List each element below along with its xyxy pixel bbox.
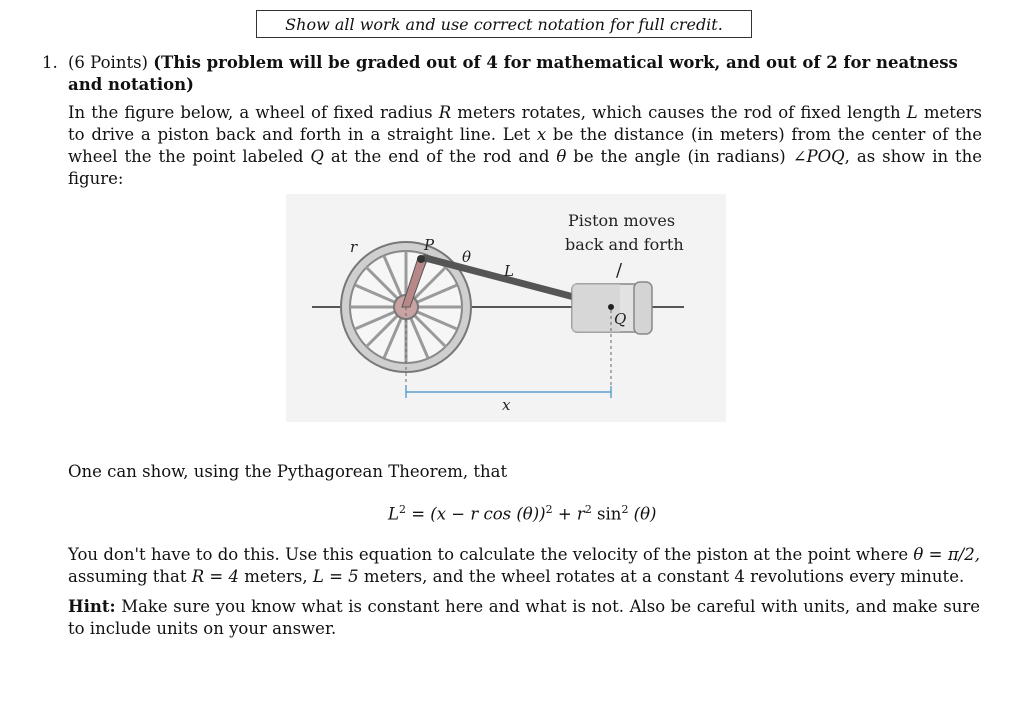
task-paragraph: [68, 544, 980, 588]
task-text: meters,: [244, 567, 308, 586]
hint-paragraph: [68, 596, 980, 640]
intro-text: meters rotates, which causes the rod of fixed length: [457, 103, 901, 122]
piston-cap: [634, 282, 652, 334]
eq-end: (θ): [628, 504, 657, 524]
label-Q: Q: [614, 310, 627, 328]
var-Q: Q: [310, 147, 324, 166]
wheel-piston-figure: [286, 194, 726, 422]
intro-text: In the figure below, a wheel of fixed radius: [68, 103, 433, 122]
task-L-value: L = 5: [312, 567, 359, 586]
var-theta: θ: [556, 147, 567, 166]
label-r: r: [350, 238, 358, 256]
eq-exp: 2: [621, 503, 629, 516]
eq-exp: 2: [398, 503, 406, 516]
instruction-banner: Show all work and use correct notation for full credit.: [256, 10, 752, 38]
task-condition: θ = π/2,: [913, 545, 980, 564]
problem-header: [68, 52, 982, 96]
task-R-value: R = 4: [191, 567, 239, 586]
label-piston-line1: Piston moves: [568, 211, 676, 230]
intro-text: be the distance (in meters) from the center of the wheel the the point labeled: [68, 125, 982, 166]
intro-text: at the end of the rod and: [330, 147, 550, 166]
task-text: You don't have to do this. Use this equation to calculate the velocity of the piston at the point where: [68, 545, 909, 564]
intro-text: be the angle (in radians): [573, 147, 786, 166]
angle-POQ: ∠POQ: [792, 147, 845, 166]
figure-svg: [286, 194, 726, 422]
equation: [388, 503, 657, 524]
pythagorean-line: One can show, using the Pythagorean Theorem, that: [68, 462, 508, 481]
label-P: P: [424, 236, 435, 254]
label-x: x: [502, 396, 511, 414]
problem-1: [42, 52, 982, 190]
point-P-pin: [417, 255, 425, 263]
task-text: assuming that: [68, 567, 187, 586]
eq-exp: 2: [584, 503, 592, 516]
label-theta: θ: [462, 248, 472, 266]
var-L: L: [906, 103, 918, 122]
grading-note: (This problem will be graded out of 4 for mathematical work, and out of 2 for neatness and notation): [68, 53, 958, 94]
label-pointer: /: [616, 260, 623, 281]
problem-number: 1.: [42, 53, 58, 72]
intro-text: meters to drive a piston back and forth in a straight line. Let: [68, 103, 983, 144]
hint-label: Hint:: [68, 597, 116, 616]
eq-mid: = (x − r cos (θ)): [405, 504, 546, 524]
eq-sin: sin: [591, 504, 622, 524]
var-R: R: [438, 103, 452, 122]
label-piston-line2: back and forth: [565, 235, 684, 254]
intro-text: , as show in the figure:: [68, 147, 983, 188]
hint-text: Make sure you know what is constant here and what is not. Also be careful with units, and make sure to include units on your answer.: [68, 597, 980, 638]
eq-lhs: L: [388, 504, 399, 524]
label-L: L: [504, 262, 514, 280]
var-x: x: [536, 125, 547, 144]
task-text: meters, and the wheel rotates at a constant 4 revolutions every minute.: [363, 567, 965, 586]
eq-exp: 2: [545, 503, 553, 516]
problem-intro: [68, 102, 982, 190]
eq-plus: + r: [552, 504, 585, 524]
problem-points: (6 Points): [68, 53, 148, 72]
